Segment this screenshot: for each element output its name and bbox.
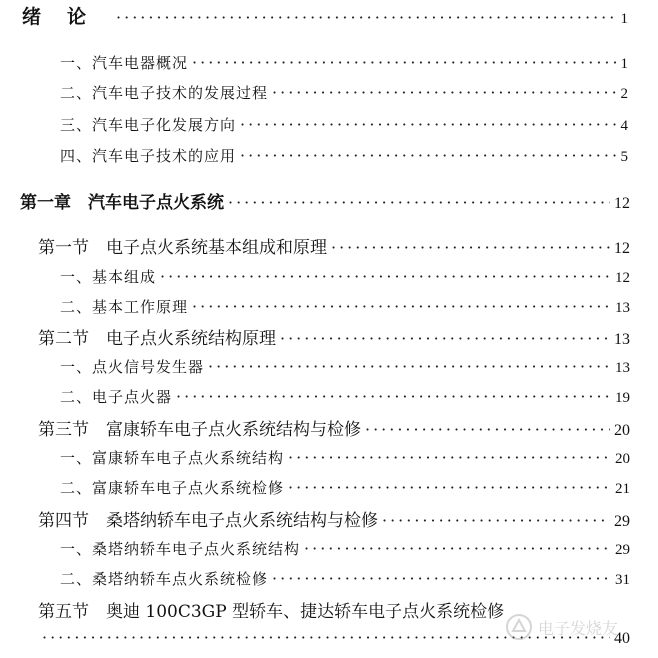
toc-page-number: 20 — [615, 451, 630, 467]
dot-leader — [228, 193, 610, 212]
toc-page-number: 29 — [615, 542, 630, 558]
toc-section-row[interactable] — [0, 324, 658, 349]
dot-leader — [365, 420, 610, 439]
watermark — [504, 610, 644, 644]
toc-page-number: 13 — [614, 331, 630, 348]
toc-page-number: 13 — [615, 360, 630, 376]
toc-item-row[interactable] — [0, 477, 658, 498]
toc-page-number: 31 — [615, 572, 630, 588]
toc-page-number: 40 — [614, 630, 630, 647]
toc-page-number: 20 — [614, 422, 630, 439]
toc-page-number: 4 — [620, 118, 628, 134]
toc-item-row[interactable] — [0, 114, 658, 135]
dot-leader — [240, 115, 616, 134]
dot-leader — [192, 53, 616, 72]
dot-leader — [288, 448, 611, 467]
dot-leader — [382, 511, 610, 530]
toc-section-row[interactable] — [0, 233, 658, 258]
toc-item-row[interactable] — [0, 447, 658, 468]
toc-page-number: 13 — [615, 300, 630, 316]
toc-item-row[interactable] — [0, 82, 658, 103]
toc-section-label: 第四节 桑塔纳轿车电子点火系统结构与检修 — [38, 511, 378, 531]
watermark-text: 电子发烧友 — [538, 619, 619, 638]
toc-section-label: 第三节 富康轿车电子点火系统结构与检修 — [38, 420, 361, 440]
dot-leader — [116, 8, 616, 27]
toc-page-number: 1 — [620, 11, 628, 27]
toc-section-row[interactable] — [0, 415, 658, 440]
toc-item-row[interactable] — [0, 296, 658, 317]
dot-leader — [176, 387, 611, 406]
toc-item-row[interactable] — [0, 386, 658, 407]
toc-section-row[interactable] — [0, 506, 658, 531]
toc-item-label: 一、点火信号发生器 — [60, 358, 205, 376]
dot-leader — [192, 297, 611, 316]
toc-item-label: 二、富康轿车电子点火系统检修 — [60, 479, 285, 497]
dot-leader — [240, 146, 616, 165]
toc-item-row[interactable] — [0, 538, 658, 559]
watermark-logo-icon — [504, 612, 534, 642]
toc-item-label: 一、汽车电器概况 — [60, 54, 189, 72]
toc-item-label: 二、基本工作原理 — [60, 298, 189, 316]
toc-item-label: 一、富康轿车电子点火系统结构 — [60, 449, 285, 467]
toc-page-number: 5 — [620, 149, 628, 165]
toc-page-number: 21 — [615, 481, 630, 497]
toc-page-number: 1 — [620, 56, 628, 72]
dot-leader — [272, 83, 616, 102]
toc-item-row[interactable] — [0, 52, 658, 73]
toc-section-label: 第二节 电子点火系统结构原理 — [38, 329, 276, 349]
toc-section-label: 第五节 奥迪 100C3GP 型轿车、捷达轿车电子点火系统检修 — [38, 602, 505, 622]
toc-intro-label: 绪论 — [22, 6, 113, 28]
dot-leader — [280, 329, 610, 348]
toc-section-label: 第一节 电子点火系统基本组成和原理 — [38, 238, 327, 258]
toc-item-label: 二、桑塔纳轿车点火系统检修 — [60, 570, 269, 588]
toc-item-row[interactable] — [0, 145, 658, 166]
toc-intro-row[interactable] — [0, 2, 658, 29]
toc-chapter-label: 第一章 汽车电子点火系统 — [20, 193, 224, 213]
toc-page-number: 12 — [614, 240, 630, 257]
toc-item-row[interactable] — [0, 356, 658, 377]
dot-leader — [272, 569, 611, 588]
toc-item-label: 三、汽车电子化发展方向 — [60, 116, 237, 134]
toc-page-number: 12 — [615, 270, 630, 286]
toc-item-label: 一、桑塔纳轿车电子点火系统结构 — [60, 540, 301, 558]
dot-leader — [208, 357, 611, 376]
toc-page-number: 19 — [615, 390, 630, 406]
dot-leader — [160, 267, 611, 286]
dot-leader — [288, 478, 611, 497]
dot-leader — [304, 539, 611, 558]
toc-item-label: 二、汽车电子技术的发展过程 — [60, 84, 269, 102]
toc-page-number: 2 — [620, 86, 628, 102]
dot-leader — [331, 238, 610, 257]
toc-page-number: 29 — [614, 513, 630, 530]
toc-page-number: 12 — [614, 195, 630, 212]
toc-chapter-row[interactable] — [0, 188, 658, 213]
toc-item-label: 一、基本组成 — [60, 268, 157, 286]
toc-item-row[interactable] — [0, 266, 658, 287]
toc-item-label: 二、电子点火器 — [60, 388, 173, 406]
toc-item-label: 四、汽车电子技术的应用 — [60, 147, 237, 165]
toc-item-row[interactable] — [0, 568, 658, 589]
